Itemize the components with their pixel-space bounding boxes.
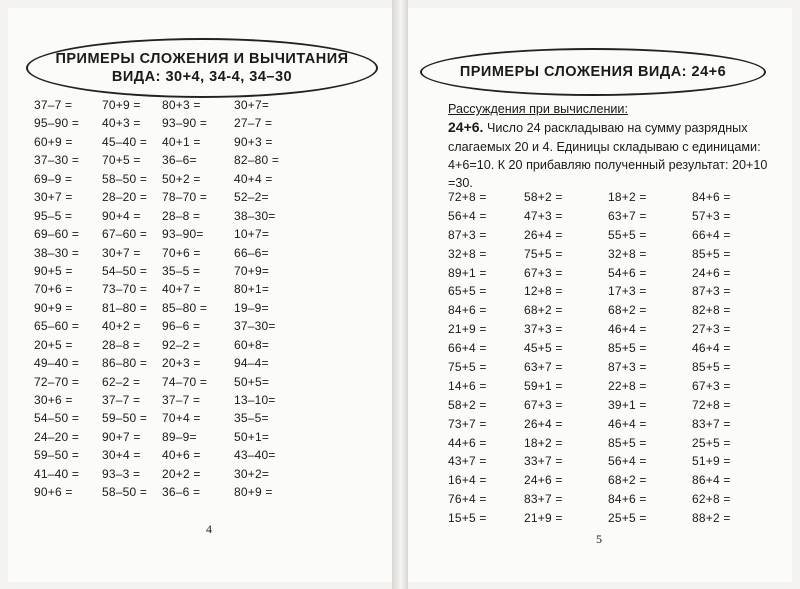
exercise-cell: 14+6 = [448,378,487,393]
exercise-cell: 46+4 = [608,322,647,337]
exercise-cell: 37+3 = [524,322,563,337]
exercise-cell: 90+5 = [34,263,73,278]
exercise-cell: 94–4= [234,356,269,371]
reasoning-heading: Рассуждения при вычислении: [448,102,628,116]
exercise-cell: 35–5 = [162,263,201,278]
exercise-cell: 59–50 = [102,411,148,426]
exercise-cell: 30+6 = [34,393,73,407]
exercise-cell: 38–30= [234,208,276,223]
exercise-cell: 20+5 = [34,337,73,352]
exercise-cell: 72+8 = [448,190,487,204]
exercise-cell: 16+4 = [448,473,487,488]
exercise-cell: 72–70 = [34,374,80,389]
exercise-cell: 67+3 = [524,397,563,412]
exercise-cell: 80+9 = [234,485,273,500]
exercise-cell: 74–70 = [162,374,208,389]
exercise-cell: 63+7 = [524,360,563,375]
exercise-cell: 80+3 = [162,98,201,112]
exercise-cell: 76+4 = [448,492,487,507]
right-page-number: 5 [596,532,602,546]
exercise-cell: 56+4 = [448,208,487,223]
exercise-cell: 65+5 = [448,284,487,299]
left-exercise-grid [34,96,296,502]
right-title-oval [420,48,766,96]
exercise-cell: 30+7 = [102,245,141,260]
exercise-cell: 15+5 = [448,511,487,526]
exercise-cell: 83+7 = [524,492,563,507]
exercise-cell: 70+6 = [162,245,201,260]
left-title-line1: ПРИМЕРЫ СЛОЖЕНИЯ И ВЫЧИТАНИЯ [55,51,349,67]
exercise-cell: 40+3 = [102,116,141,131]
exercise-cell: 46+4 = [608,416,647,431]
exercise-cell: 37–30= [234,319,276,334]
exercise-cell: 70+9= [234,263,270,278]
exercise-cell: 87+3 = [692,284,731,299]
exercise-cell: 45+5 = [524,341,563,356]
exercise-cell: 83+7 = [692,416,731,431]
exercise-cell: 19–9= [234,300,269,315]
exercise-cell: 69–60 = [34,227,80,242]
exercise-cell: 30+4 = [102,448,141,463]
exercise-cell: 82–80 = [234,153,280,168]
exercise-cell: 54–50 = [102,263,148,278]
exercise-cell: 37–7 = [162,393,201,407]
exercise-cell: 93–3 = [102,466,141,481]
exercise-cell: 78–70 = [162,190,208,205]
exercise-cell: 30+2= [234,466,270,481]
exercise-cell: 89–9= [162,429,197,444]
exercise-cell: 24+6 = [692,265,731,280]
exercise-cell: 40+4 = [234,171,273,186]
exercise-cell: 70+5 = [102,153,141,168]
exercise-cell: 87+3 = [448,227,487,242]
exercise-cell: 62–2 = [102,374,141,389]
exercise-cell: 58+2 = [524,190,563,204]
exercise-cell: 45–40 = [102,134,148,149]
exercise-cell: 47+3 = [524,208,563,223]
exercise-cell: 20+2 = [162,466,201,481]
exercise-cell: 75+5 = [524,246,563,261]
exercise-cell: 22+8 = [608,378,647,393]
exercise-cell: 54–50 = [34,411,80,426]
reasoning-text: Число 24 раскладываю на сумму разрядных слагаемых 20 и 4. Единицы складываю с единицами: 4+6=10. К 20 прибавляю полученный результат: 20+10 =30. [448,121,768,191]
exercise-cell: 13–10= [234,393,276,407]
exercise-cell: 37–7 = [102,393,141,407]
exercise-cell: 46+4 = [692,341,731,356]
exercise-cell: 60+8= [234,337,270,352]
exercise-cell: 90+7 = [102,429,141,444]
exercise-cell: 86–80 = [102,356,148,371]
exercise-cell: 87+3 = [608,360,647,375]
exercise-cell: 85+5 = [692,360,731,375]
exercise-cell: 85+5 = [692,246,731,261]
exercise-cell: 60+9 = [34,134,73,149]
exercise-cell: 44+6 = [448,435,487,450]
exercise-cell: 96–6 = [162,319,201,334]
exercise-cell: 70+9 = [102,98,141,112]
exercise-cell: 65–60 = [34,319,80,334]
exercise-cell: 93–90 = [162,116,208,131]
exercise-cell: 52–2= [234,190,269,205]
exercise-cell: 36–6 = [162,485,201,500]
exercise-cell: 43+7 = [448,454,487,469]
exercise-cell: 50+5= [234,374,270,389]
exercise-cell: 28–8 = [162,208,201,223]
exercise-cell: 26+4 = [524,227,563,242]
exercise-cell: 84+6 = [692,190,731,204]
exercise-cell: 66–6= [234,245,269,260]
exercise-cell: 21+9 = [448,322,487,337]
exercise-cell: 80+1= [234,282,270,297]
exercise-cell: 18+2 = [524,435,563,450]
exercise-cell: 24–20 = [34,429,80,444]
exercise-cell: 40+2 = [102,319,141,334]
exercise-cell: 40+6 = [162,448,201,463]
exercise-cell: 69–9 = [34,171,73,186]
left-title-oval [26,38,378,98]
exercise-cell: 26+4 = [524,416,563,431]
exercise-cell: 54+6 = [608,265,647,280]
exercise-cell: 90+3 = [234,134,273,149]
exercise-cell: 95–5 = [34,208,73,223]
exercise-cell: 85+5 = [608,435,647,450]
exercise-cell: 68+2 = [524,303,563,318]
exercise-cell: 67+3 = [524,265,563,280]
exercise-cell: 32+8 = [448,246,487,261]
exercise-cell: 67–60 = [102,227,148,242]
exercise-cell: 67+3 = [692,378,731,393]
exercise-cell: 62+8 = [692,492,731,507]
exercise-cell: 59–50 = [34,448,80,463]
exercise-cell: 35–5= [234,411,269,426]
exercise-cell: 66+4 = [692,227,731,242]
reasoning-example: 24+6. [448,119,484,136]
exercise-cell: 88+2 = [692,511,731,526]
exercise-cell: 58+2 = [448,397,487,412]
exercise-cell: 17+3 = [608,284,647,299]
book-gutter [392,0,408,589]
exercise-cell: 33+7 = [524,454,563,469]
exercise-cell: 68+2 = [608,473,647,488]
exercise-cell: 92–2 = [162,337,201,352]
exercise-cell: 24+6 = [524,473,563,488]
exercise-cell: 68+2 = [608,303,647,318]
exercise-cell: 59+1 = [524,378,563,393]
exercise-cell: 70+4 = [162,411,201,426]
left-title-line2: ВИДА: 30+4, 34-4, 34–30 [111,69,293,85]
exercise-cell: 25+5 = [692,435,731,450]
right-title: ПРИМЕРЫ СЛОЖЕНИЯ ВИДА: 24+6 [459,64,727,80]
exercise-cell: 50+1= [234,429,270,444]
exercise-cell: 40+7 = [162,282,201,297]
exercise-cell: 81–80 = [102,300,148,315]
exercise-cell: 85–80 = [162,300,208,315]
exercise-cell: 18+2 = [608,190,647,204]
exercise-cell: 43–40= [234,448,276,463]
exercise-cell: 63+7 = [608,208,647,223]
exercise-cell: 37–7 = [34,98,73,112]
exercise-cell: 56+4 = [608,454,647,469]
exercise-cell: 39+1 = [608,397,647,412]
exercise-cell: 28–20 = [102,190,148,205]
exercise-cell: 72+8 = [692,397,731,412]
exercise-cell: 93–90= [162,227,204,242]
exercise-cell: 38–30 = [34,245,80,260]
exercise-cell: 12+8 = [524,284,563,299]
exercise-cell: 21+9 = [524,511,563,526]
exercise-cell: 82+8 = [692,303,731,318]
exercise-cell: 10+7= [234,227,270,242]
exercise-cell: 41–40 = [34,466,80,481]
right-exercise-grid [448,188,758,528]
exercise-cell: 90+6 = [34,485,73,500]
exercise-cell: 89+1 = [448,265,487,280]
exercise-cell: 30+7 = [34,190,73,205]
exercise-cell: 20+3 = [162,356,201,371]
exercise-cell: 86+4 = [692,473,731,488]
exercise-cell: 70+6 = [34,282,73,297]
exercise-cell: 25+5 = [608,511,647,526]
exercise-cell: 58–50 = [102,171,148,186]
left-page-number: 4 [206,522,212,536]
exercise-cell: 40+1 = [162,134,201,149]
exercise-cell: 90+4 = [102,208,141,223]
exercise-cell: 85+5 = [608,341,647,356]
exercise-cell: 30+7= [234,98,270,112]
exercise-cell: 84+6 = [448,303,487,318]
exercise-cell: 28–8 = [102,337,141,352]
exercise-cell: 95–90 = [34,116,80,131]
exercise-cell: 57+3 = [692,208,731,223]
exercise-cell: 51+9 = [692,454,731,469]
exercise-cell: 73–70 = [102,282,148,297]
exercise-cell: 50+2 = [162,171,201,186]
exercise-cell: 90+9 = [34,300,73,315]
exercise-cell: 32+8 = [608,246,647,261]
exercise-cell: 27–7 = [234,116,273,131]
reasoning-block [448,100,768,192]
exercise-cell: 27+3 = [692,322,731,337]
exercise-cell: 49–40 = [34,356,80,371]
exercise-cell: 37–30 = [34,153,80,168]
exercise-cell: 58–50 = [102,485,148,500]
exercise-cell: 84+6 = [608,492,647,507]
exercise-cell: 73+7 = [448,416,487,431]
exercise-cell: 55+5 = [608,227,647,242]
exercise-cell: 66+4 = [448,341,487,356]
exercise-cell: 36–6= [162,153,197,168]
exercise-cell: 75+5 = [448,360,487,375]
